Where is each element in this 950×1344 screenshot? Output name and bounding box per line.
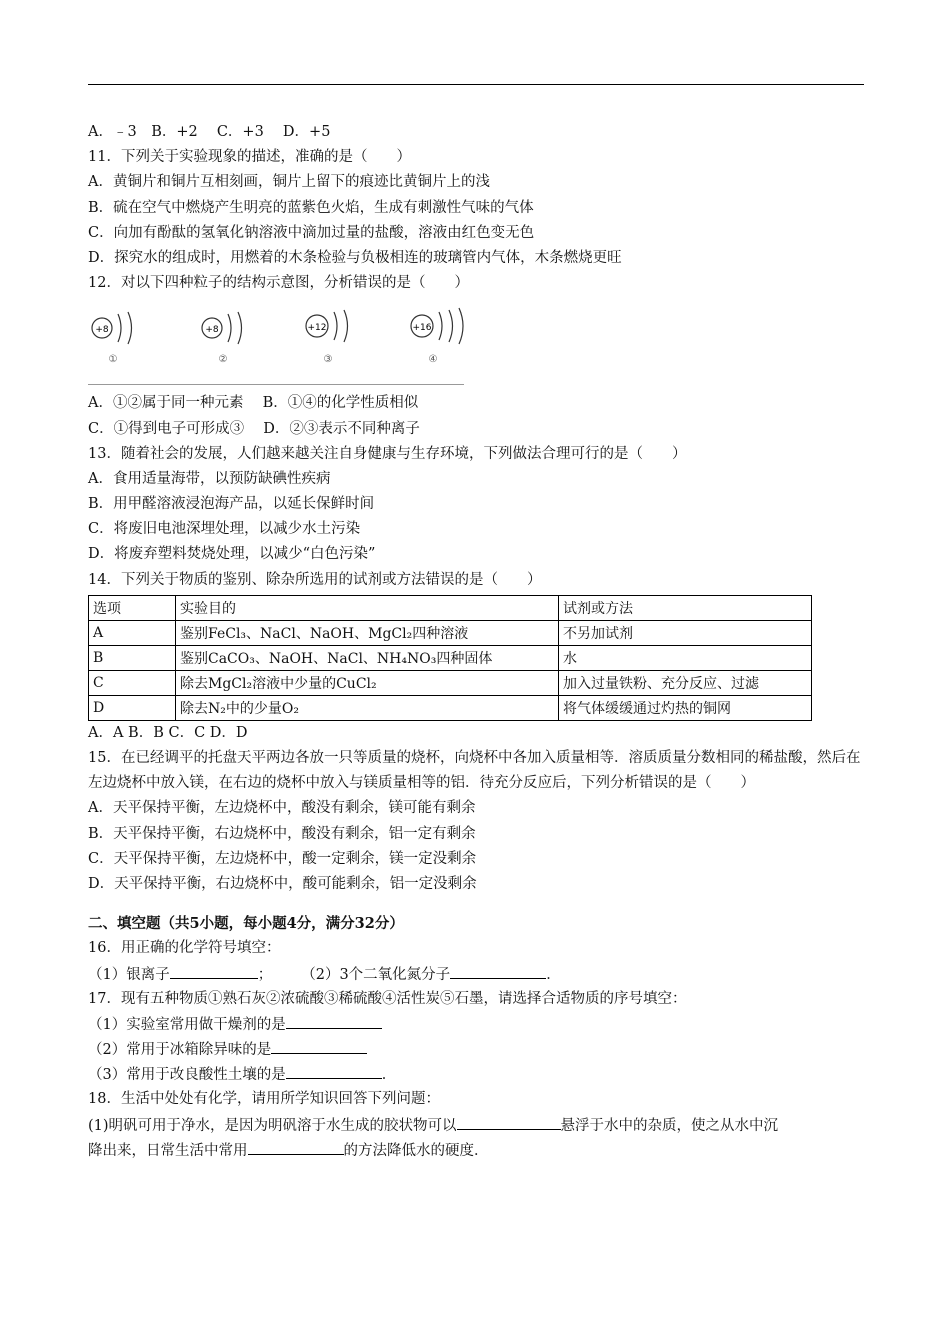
row-c-method: 加入过量铁粉、充分反应、过滤: [559, 670, 812, 695]
q14-stem: 14．下列关于物质的鉴别、除杂所选用的试剂或方法错误的是（ ）: [88, 571, 542, 588]
q18-blank-1[interactable]: [457, 1113, 561, 1130]
q16-part2-label: （2）3个二氧化氮分子: [301, 966, 451, 983]
q18-part1-line2: [88, 1138, 868, 1163]
q12-option-cd: C．①得到电子可形成③ D．②③表示不同种离子: [88, 420, 420, 437]
q16-separator: ；: [257, 966, 273, 983]
table-row: [89, 695, 812, 720]
q18-stem: 18．生活中处处有化学，请用所学知识回答下列问题：: [88, 1091, 440, 1108]
particle-label-3: ③: [323, 354, 333, 366]
row-a-purpose: 鉴别FeCl₃、NaCl、NaOH、MgCl₂四种溶液: [176, 620, 559, 645]
q14-options: A．A B．B C．C D．D: [88, 724, 248, 741]
q17-end: ．: [381, 1067, 397, 1084]
q12-stem: 12．对以下四种粒子的结构示意图，分析错误的是（ ）: [88, 275, 469, 292]
q13-option-c: C．将废旧电池深埋处理，以减少水土污染: [88, 521, 361, 538]
q16-part1-label: （1）银离子: [88, 966, 170, 983]
q17-item-2-label: （2）常用于冰箱除异味的是: [88, 1042, 272, 1059]
q18-part1-line1: [88, 1113, 868, 1138]
q15-option-b: B．天平保持平衡，右边烧杯中，酸没有剩余，铝一定有剩余: [88, 825, 476, 842]
row-c-purpose: 除去MgCl₂溶液中少量的CuCl₂: [176, 670, 559, 695]
q11-option-c: C．向加有酚酞的氢氧化钠溶液中滴加过量的盐酸，溶液由红色变无色: [88, 224, 535, 241]
particle-label-2: ②: [218, 354, 228, 366]
q18-part2-text-a: 降出来，日常生活中常用: [88, 1142, 248, 1159]
q16-blank-1[interactable]: [170, 962, 258, 979]
q17-item-1: [88, 1012, 868, 1037]
q18-part2-text-b: 的方法降低水的硬度．: [343, 1142, 489, 1159]
atomic-structure-diagram: [88, 300, 464, 385]
nucleus-charge-3: +12: [307, 323, 327, 334]
particle-diagram-2: [198, 306, 288, 366]
particle-diagram-1: [88, 306, 178, 366]
q11-stem: 11．下列关于实验现象的描述，准确的是（ ）: [88, 149, 411, 166]
q18-part1-text-a: (1)明矾可用于净水，是因为明矾溶于水生成的胶状物可以: [88, 1117, 457, 1134]
header-purpose: 实验目的: [176, 595, 559, 620]
row-b-option: B: [89, 645, 176, 670]
row-b-method: 水: [559, 645, 812, 670]
q13-option-a: A．食用适量海带，以预防缺碘性疾病: [88, 470, 331, 487]
q16-stem: 16．用正确的化学符号填空：: [88, 940, 281, 957]
q17-item-1-label: （1）实验室常用做干燥剂的是: [88, 1016, 286, 1033]
header-rule: [88, 84, 864, 85]
table-row: [89, 620, 812, 645]
q15-option-c: C．天平保持平衡，左边烧杯中，酸一定剩余，镁一定没剩余: [88, 850, 477, 867]
row-d-method: 将气体缓缓通过灼热的铜网: [559, 695, 812, 720]
row-c-option: C: [89, 670, 176, 695]
q17-item-3-label: （3）常用于改良酸性土壤的是: [88, 1067, 286, 1084]
row-d-purpose: 除去N₂中的少量O₂: [176, 695, 559, 720]
q16-answers: [88, 962, 868, 987]
particle-label-1: ①: [108, 354, 118, 366]
q11-option-b: B．硫在空气中燃烧产生明亮的蓝紫色火焰，生成有刺激性气味的气体: [88, 199, 534, 216]
q17-blank-2[interactable]: [271, 1037, 367, 1054]
table-header-row: [89, 595, 812, 620]
header-method: 试剂或方法: [559, 595, 812, 620]
q17-stem: 17．现有五种物质①熟石灰②浓硫酸③稀硫酸④活性炭⑤石墨，请选择合适物质的序号填空：: [88, 990, 687, 1007]
q17-blank-3[interactable]: [286, 1062, 382, 1079]
q15-option-a: A．天平保持平衡，左边烧杯中，酸没有剩余，镁可能有剩余: [88, 800, 476, 817]
row-a-method: 不另加试剂: [559, 620, 812, 645]
particle-diagram-4: [408, 306, 498, 366]
q13-option-d: D．将废弃塑料焚烧处理，以减少“白色污染”: [88, 546, 376, 563]
row-d-option: D: [89, 695, 176, 720]
nucleus-charge-1: +8: [95, 325, 109, 336]
nucleus-charge-4: +16: [412, 323, 432, 334]
page-content: [88, 120, 868, 1163]
section-2-title: 二、填空题（共5小题，每小题4分，满分32分）: [88, 915, 404, 933]
q11-option-a: A．黄铜片和铜片互相刻画，铜片上留下的痕迹比黄铜片上的浅: [88, 174, 490, 191]
q15-option-d: D．天平保持平衡，右边烧杯中，酸可能剩余，铝一定没剩余: [88, 875, 477, 892]
q18-blank-2[interactable]: [248, 1138, 344, 1155]
nucleus-charge-2: +8: [205, 325, 219, 336]
q11-option-d: D．探究水的组成时，用燃着的木条检验与负极相连的玻璃管内气体，木条燃烧更旺: [88, 249, 622, 266]
particle-diagram-3: [303, 306, 393, 366]
q10-options: A．﹣3 B．+2 C．+3 D．+5: [88, 124, 331, 140]
row-b-purpose: 鉴别CaCO₃、NaOH、NaCl、NH₄NO₃四种固体: [176, 645, 559, 670]
q16-end: ．: [546, 966, 561, 983]
q14-table: [88, 595, 812, 721]
table-row: [89, 645, 812, 670]
table-row: [89, 670, 812, 695]
q13-option-b: B．用甲醛溶液浸泡海产品，以延长保鲜时间: [88, 496, 375, 513]
q18-part1-text-b: 悬浮于水中的杂质，使之从水中沉: [560, 1117, 779, 1134]
row-a-option: A: [89, 620, 176, 645]
q15-stem: 15．在已经调平的托盘天平两边各放一只等质量的烧杯，向烧杯中各加入质量相等．溶质质量分数相同的稀盐酸，然后在左边烧杯中放入镁，在右边的烧杯中放入与镁质量相等的铝．待充分反应后，下列分析错误的是（ ）: [88, 750, 861, 792]
particle-label-4: ④: [428, 354, 438, 366]
q16-blank-2[interactable]: [450, 962, 546, 979]
q12-option-ab: A．①②属于同一种元素 B．①④的化学性质相似: [88, 395, 419, 412]
q13-stem: 13．随着社会的发展，人们越来越关注自身健康与生存环境，下列做法合理可行的是（ ）: [88, 445, 687, 462]
q17-item-2: [88, 1037, 868, 1062]
q17-item-3: [88, 1062, 868, 1087]
header-option: 选项: [89, 595, 176, 620]
q17-blank-1[interactable]: [286, 1012, 382, 1029]
